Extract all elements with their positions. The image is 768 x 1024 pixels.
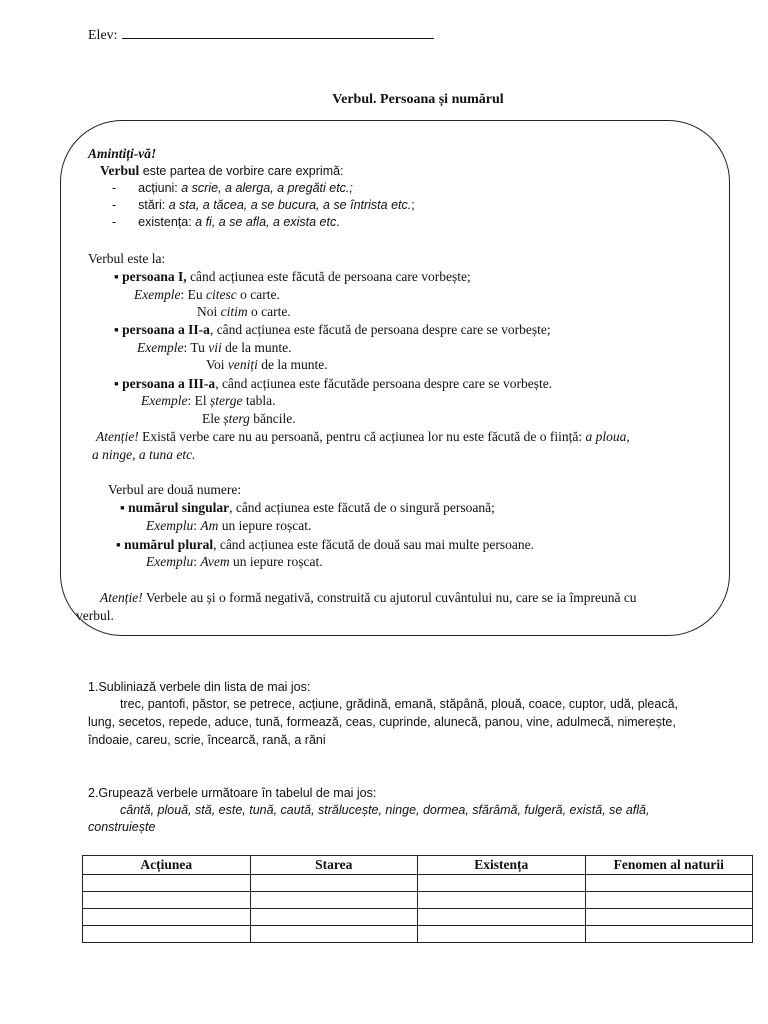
verb-definition: Verbul este partea de vorbire care exprimă: bbox=[100, 163, 344, 178]
person-2-example-2: Voi veniți de la munte. bbox=[206, 357, 328, 372]
table-row bbox=[83, 926, 753, 943]
table-cell[interactable] bbox=[250, 909, 418, 926]
exercise-1-words-line-1: trec, pantofi, păstor, se petrece, acțiune, grădină, emană, stăpână, plouă, coace, cuptor, udă, pleacă, bbox=[120, 697, 679, 711]
person-3-example-1: Exemple: El șterge tabla. bbox=[141, 393, 276, 408]
verb-este-la: Verbul este la: bbox=[88, 251, 166, 266]
table-cell[interactable] bbox=[418, 909, 586, 926]
table-cell[interactable] bbox=[83, 875, 251, 892]
table-cell[interactable] bbox=[83, 926, 251, 943]
exercise-2-prompt: 2.Grupează verbele următoare în tabelul de mai jos: bbox=[88, 786, 377, 800]
person-1-example-1: Exemple: Eu citesc o carte. bbox=[134, 287, 280, 302]
bullet-actions: - acțiuni: a scrie, a alerga, a pregăti etc.; bbox=[112, 181, 353, 195]
person-3-example-2: Ele șterg băncile. bbox=[202, 411, 296, 426]
table-row bbox=[83, 892, 753, 909]
page-title: Verbul. Persoana și numărul bbox=[332, 92, 504, 107]
exercise-1-words-line-3: îndoaie, careu, scrie, încearcă, rană, a răni bbox=[88, 733, 326, 747]
table-cell[interactable] bbox=[418, 875, 586, 892]
table-header-existenta: Existența bbox=[418, 856, 586, 875]
table-header-fenomen: Fenomen al naturii bbox=[585, 856, 753, 875]
person-1: ▪ persoana I, când acțiunea este făcută de persoana care vorbește; bbox=[114, 269, 471, 284]
table-cell[interactable] bbox=[418, 926, 586, 943]
student-label: Elev: bbox=[88, 28, 118, 43]
number-singular: ▪ numărul singular, când acțiunea este făcută de o singură persoană; bbox=[120, 500, 495, 515]
person-2-example-1: Exemple: Tu vii de la munte. bbox=[137, 340, 292, 355]
table-row bbox=[83, 909, 753, 926]
exercise-1-words-line-2: lung, secetos, repede, aduce, tună, formează, ceas, cuprinde, alunecă, panou, vine, adulmecă, nimerește, bbox=[88, 715, 676, 729]
attention-note-1: Atenție! Există verbe care nu au persoană, pentru că acțiunea lor nu este făcută de o ființă: a ploua, bbox=[96, 429, 630, 444]
exercise-1-prompt: 1.Subliniază verbele din lista de mai jos: bbox=[88, 680, 311, 694]
number-singular-example: Exemplu: Am un iepure roșcat. bbox=[146, 518, 312, 533]
table-header-starea: Starea bbox=[250, 856, 418, 875]
table-row bbox=[83, 875, 753, 892]
exercise-2-words-line-2: construiește bbox=[88, 820, 156, 834]
numbers-intro: Verbul are două numere: bbox=[108, 482, 242, 497]
student-name-field[interactable] bbox=[88, 24, 434, 44]
verb-grouping-table bbox=[82, 855, 753, 943]
attention-note-1-cont: a ninge, a tuna etc. bbox=[92, 447, 196, 462]
table-cell[interactable] bbox=[83, 909, 251, 926]
person-1-example-2: Noi citim o carte. bbox=[197, 304, 291, 319]
table-cell[interactable] bbox=[585, 926, 753, 943]
table-cell[interactable] bbox=[585, 875, 753, 892]
table-cell[interactable] bbox=[418, 892, 586, 909]
attention-note-2-cont: verbul. bbox=[76, 608, 114, 623]
table-cell[interactable] bbox=[83, 892, 251, 909]
attention-note-2: Atenție! Verbele au și o formă negativă, construită cu ajutorul cuvântului nu, care se ia împreună cu bbox=[100, 590, 637, 605]
person-3: ▪ persoana a III-a, când acțiunea este făcutăde persoana despre care se vorbește. bbox=[114, 376, 553, 391]
reminder-heading: Amintiți-vă! bbox=[88, 146, 157, 161]
exercise-2-words-line-1: cântă, plouă, stă, este, tună, caută, strălucește, ninge, dormea, sfărâmă, fulgeră, există, se află, bbox=[120, 803, 650, 817]
table-cell[interactable] bbox=[250, 892, 418, 909]
table-cell[interactable] bbox=[585, 892, 753, 909]
student-name-line[interactable] bbox=[122, 24, 434, 39]
bullet-existence: - existența: a fi, a se afla, a exista etc. bbox=[112, 215, 340, 229]
table-header-row bbox=[83, 856, 753, 875]
number-plural: ▪ numărul plural, când acțiunea este făcută de două sau mai multe persoane. bbox=[116, 537, 534, 552]
table-cell[interactable] bbox=[250, 875, 418, 892]
table-cell[interactable] bbox=[585, 909, 753, 926]
table-header-actiunea: Acțiunea bbox=[83, 856, 251, 875]
bullet-states: - stări: a sta, a tăcea, a se bucura, a se întrista etc.; bbox=[112, 198, 415, 212]
person-2: ▪ persoana a II-a, când acțiunea este făcută de persoana despre care se vorbește; bbox=[114, 322, 551, 337]
table-cell[interactable] bbox=[250, 926, 418, 943]
number-plural-example: Exemplu: Avem un iepure roșcat. bbox=[146, 554, 323, 569]
